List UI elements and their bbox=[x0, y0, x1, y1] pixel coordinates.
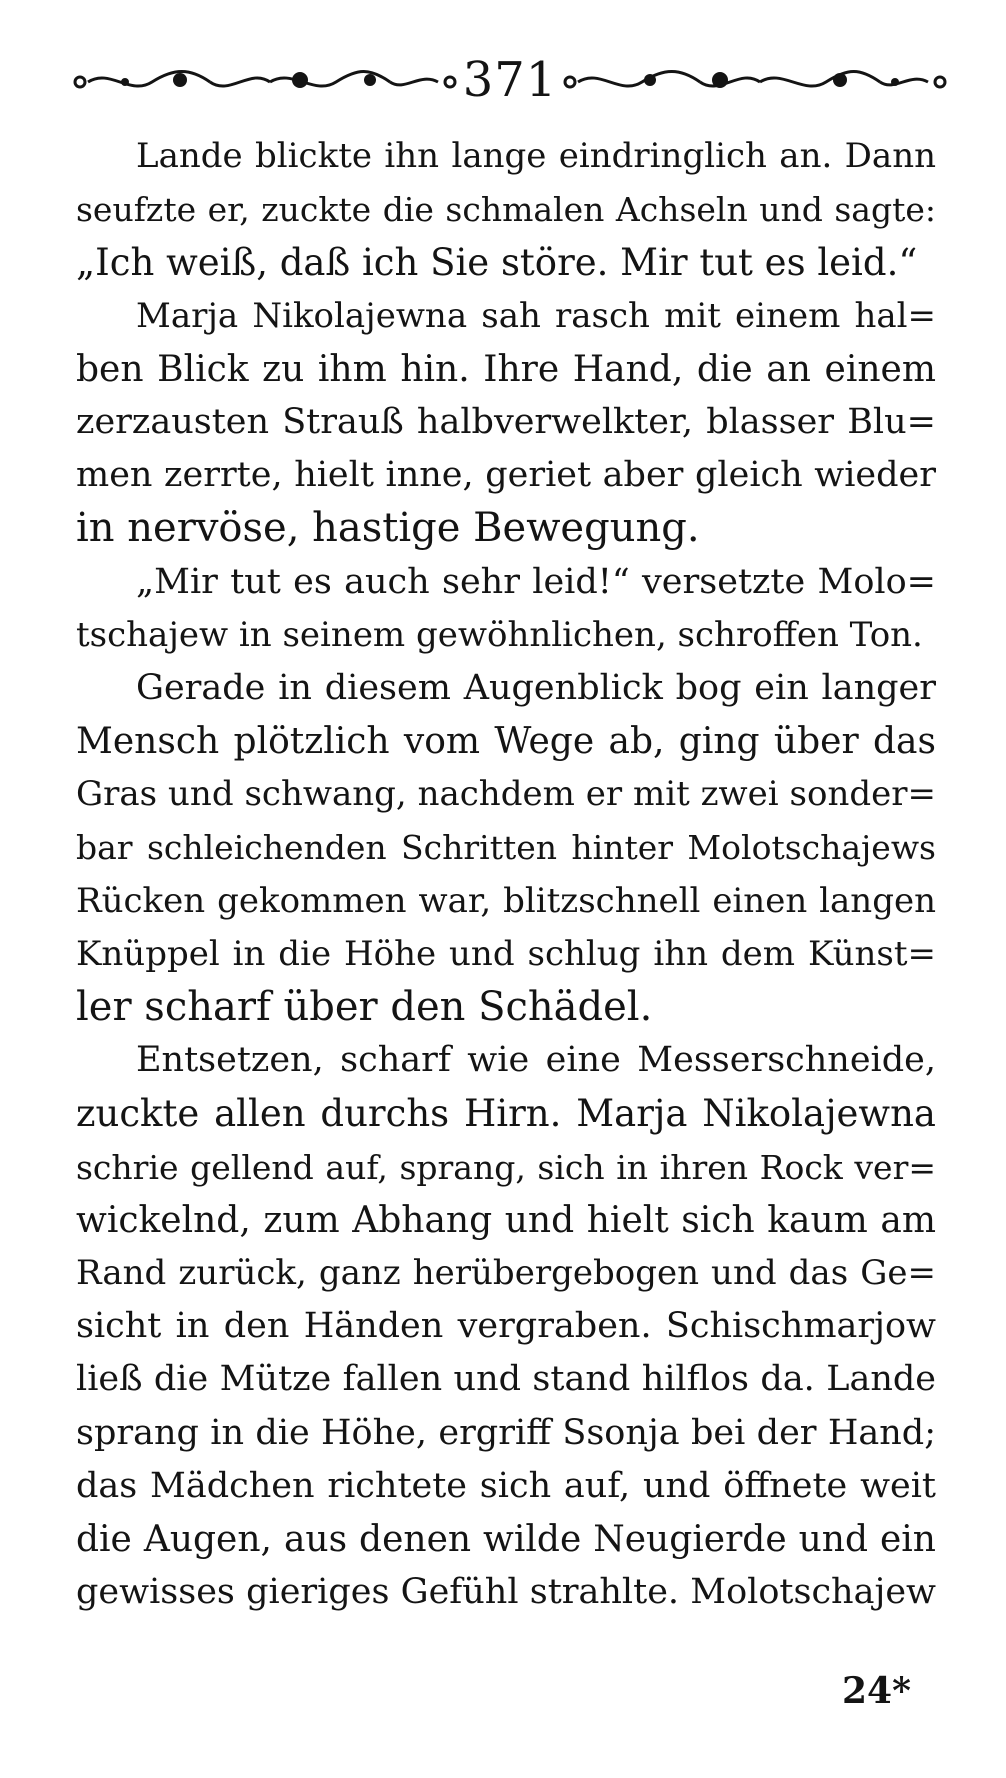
text-line: schrie gellend auf, sprang, sich in ihren Rock ver= bbox=[76, 1147, 936, 1187]
text-line: gewisses gieriges Gefühl strahlte. Molotschajew bbox=[76, 1572, 936, 1613]
page-header bbox=[70, 40, 950, 120]
text-line: Entsetzen, scharf wie eine Messerschneide, bbox=[136, 1040, 936, 1081]
text-line: sprang in die Höhe, ergriff Ssonja bei der Hand; bbox=[76, 1412, 936, 1453]
left-ornament-icon bbox=[70, 60, 460, 100]
text-line: seufzte er, zuckte die schmalen Achseln und sagte: bbox=[76, 190, 936, 230]
text-line: Rücken gekommen war, blitzschnell einen langen bbox=[76, 880, 936, 921]
body-text bbox=[76, 130, 936, 1619]
page-number: 371 bbox=[462, 52, 558, 108]
text-line: Knüppel in die Höhe und schlug ihn dem Künst= bbox=[76, 933, 936, 974]
text-line: die Augen, aus denen wilde Neugierde und ein bbox=[76, 1518, 936, 1560]
text-line: zuckte allen durchs Hirn. Marja Nikolajewna bbox=[76, 1092, 936, 1136]
text-line: men zerrte, hielt inne, geriet aber gleich wieder bbox=[76, 455, 936, 496]
signature-mark: 24* bbox=[842, 1670, 911, 1712]
text-line: sicht in den Händen vergraben. Schischmarjow bbox=[76, 1306, 936, 1347]
text-line: „Ich weiß, daß ich Sie störe. Mir tut es leid.“ bbox=[76, 241, 918, 285]
text-line: zerzausten Strauß halbverwelkter, blasser Blu= bbox=[76, 401, 936, 442]
text-line: Gras und schwang, nachdem er mit zwei sonder= bbox=[76, 774, 936, 815]
text-line: ben Blick zu ihm hin. Ihre Hand, die an einem bbox=[76, 348, 936, 390]
text-line: in nervöse, hastige Bewegung. bbox=[76, 505, 700, 552]
right-ornament-icon bbox=[560, 60, 950, 100]
text-line: Rand zurück, ganz herübergebogen und das Ge= bbox=[76, 1252, 936, 1293]
text-line: wickelnd, zum Abhang und hielt sich kaum am bbox=[76, 1199, 936, 1241]
text-line: Lande blickte ihn lange eindringlich an. Dann bbox=[136, 136, 936, 176]
text-line: ließ die Mütze fallen und stand hilflos da. Lande bbox=[76, 1359, 936, 1400]
text-line: Gerade in diesem Augenblick bog ein langer bbox=[136, 667, 936, 708]
text-line: das Mädchen richtete sich auf, und öffnete weit bbox=[76, 1465, 936, 1506]
text-line: tschajew in seinem gewöhnlichen, schroffen Ton. bbox=[76, 614, 923, 655]
text-line: Mensch plötzlich vom Wege ab, ging über das bbox=[76, 721, 936, 763]
text-line: ler scharf über den Schädel. bbox=[76, 984, 653, 1030]
text-line: Marja Nikolajewna sah rasch mit einem hal= bbox=[136, 295, 936, 336]
text-line: bar schleichenden Schritten hinter Molotschajews bbox=[76, 828, 936, 868]
text-line: „Mir tut es auch sehr leid!“ versetzte Molo= bbox=[136, 561, 936, 602]
